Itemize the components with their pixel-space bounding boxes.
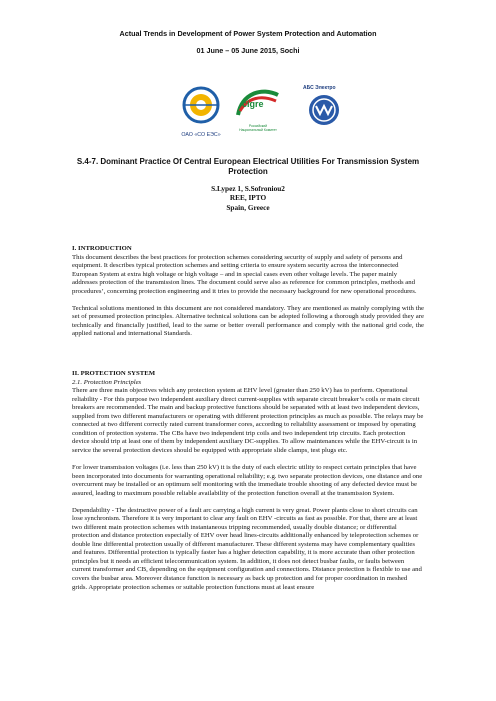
protection-system-section — [72, 370, 424, 592]
paper-title: S.4-7. Dominant Practice Of Central European Electrical Utilities For Transmission System Protection — [76, 157, 420, 176]
sponsor-logos — [0, 85, 496, 140]
paper-authors-block — [0, 184, 496, 212]
abs-electro-label: АБС Электро — [303, 85, 336, 91]
protection-paragraph-3: Dependability - The destructive power of a fault arc carrying a high current is very great. Power plants close to short circuits can lose synchronism. Therefore it is very important to clear any fault on EHV -circuits as fast as possible. For that, there are at least two different main protection schemes with instantaneous tripping recommended, usually double distance; or differential protection and distance protection especially of EHV over head lines-circuits additionally enhanced by teleprotection schemes or double line differential protection usually of different manufacturer. These different systems may have complementary qualities and features. Differential protection is typically faster has a higher detection capability, it is more accurate than other protection principles but it needs an efficient telecommunication system. In addition, it does not detect busbar faults, or faults between current transformer and CB, depending on the equipment configuration and connections. Distance protection is flexible to use and covers the busbar area. Moreover distance function is necessary as back up protection and for proper coordination in meshed grids. Appropriate protection schemes or suitable protection functions must at least ensure — [72, 506, 422, 591]
introduction-paragraph-1: This document describes the best practices for protection schemes considering security of supply and safety of persons and equipment. It describes typical protection schemes and setting criteria to ensure system security across the interconnected European System at extra high voltage or high voltage – and in special cases even other voltage levels. The paper mainly addresses protection of the transmission lines. The document could serve also as reference for common principles, methods and procedures’, concerning protection engineering and it tries to provide the necessary background for new operational procedures. — [72, 253, 417, 295]
introduction-heading: I. INTRODUCTION — [72, 245, 132, 252]
so-ues-label: ОАО «СО ЕЭС» — [181, 132, 221, 138]
so-ues-emblem-icon — [174, 85, 228, 125]
paper-countries: Spain, Greece — [226, 202, 270, 212]
protection-system-heading: II. PROTECTION SYSTEM — [72, 370, 156, 377]
cigre-wordmark: cigre — [242, 99, 264, 109]
abs-electro-logo — [303, 85, 351, 137]
paper-affiliations: REE, IPTO — [229, 193, 267, 203]
paper-authors: S.Lypez 1, S.Sofroniou2 — [211, 184, 285, 193]
abs-emblem-icon — [307, 93, 341, 127]
cigre-subtitle: Российский Национальный Комитет — [239, 124, 277, 132]
protection-principles-subheading: 2.1. Protection Principles — [72, 378, 142, 386]
introduction-paragraph-2: Technical solutions mentioned in this document are not considered mandatory. They are mentioned as mainly complying with the set of presumed protection principles. Alternative technical solutions can be adopted following a thorough study provided they are technically and financially justified, lead to the same or better overall performance and comply with the national grid code, the applied national and international Standards. — [72, 304, 424, 338]
cigre-logo — [232, 85, 284, 137]
protection-paragraph-2: For lower transmission voltages (i.e. less than 250 kV) it is the duty of each electric utility to respect certain principles that have been incorporated into documents for warranting operational reliability; e.g. two separate protection devices, one distance and one overcurrent may be installed or an optimum self monitoring with the immediate trouble shooting of any defected device must be assured, leading to maximum possible reliable availability of the protection function overall at the transmission System. — [72, 463, 423, 497]
so-ues-logo — [174, 85, 228, 137]
protection-paragraph-1: There are three main objectives which any protection system at EHV level (greater than 250 kV) has to perform. Operational reliability - For this purpose two independent auxiliary direct current-supplies with separate circuit breaker’s coils or main circuit breakers are recommended. The main and backup protective functions should be separated with at least two independent devices, supplied from two different manufacturers or operating with different protection principles as much as possible. The relays may be connected at two different correctly rated current transformer cores, according to reliability assessment or imposed by operating condition of protection systems. The CBs have two independent trip coils and two independent trip circuits. Each protection device should trip at least one of them by independent auxiliary DC-supplies. To allow maintenances while the EHV-circuit is in service the several protection devices should be equipped with appropriate slide clamps, test plugs etc. — [72, 387, 424, 454]
conference-title: Actual Trends in Development of Power System Protection and Automation — [119, 29, 377, 38]
conference-dates: 01 June – 05 June 2015, Sochi — [196, 46, 300, 55]
introduction-section — [72, 245, 424, 339]
